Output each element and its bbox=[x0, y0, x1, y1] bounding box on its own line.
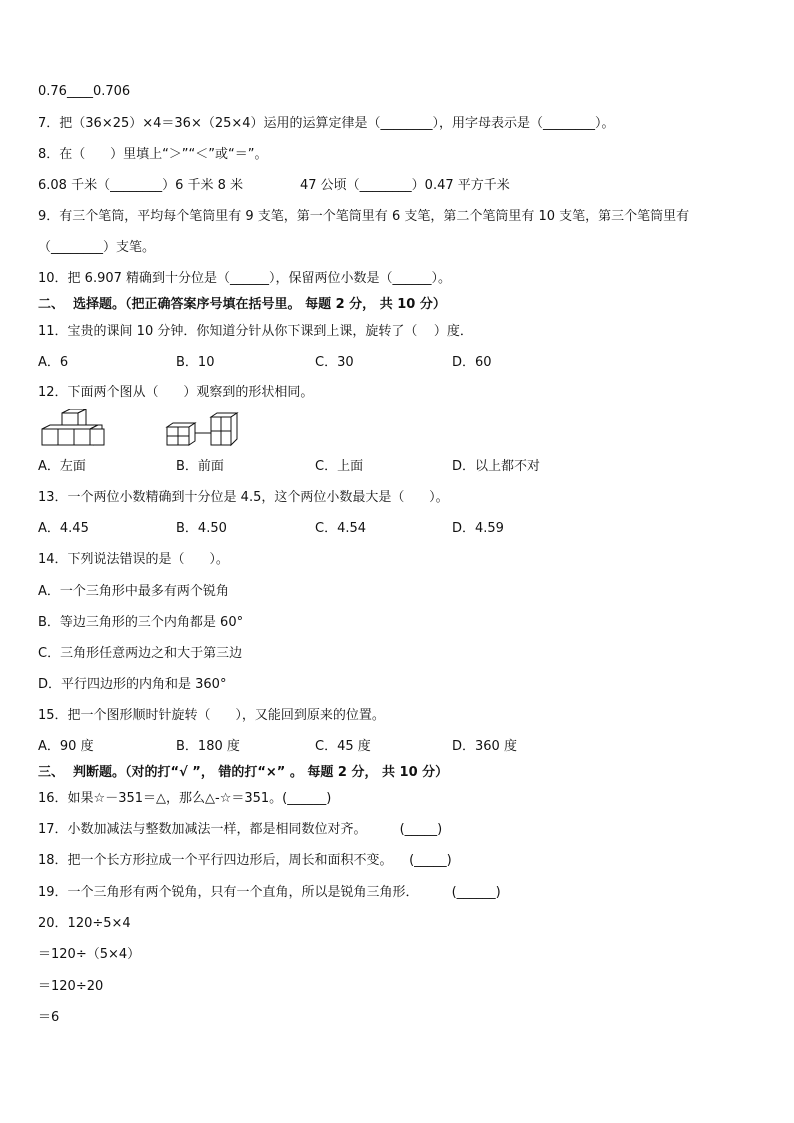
question-13-option-d: D．4.59 bbox=[452, 521, 504, 536]
question-18: 18．把一个长方形拉成一个平行四边形后，周长和面积不变。 (_____) bbox=[38, 853, 452, 868]
question-12-option-c: C．上面 bbox=[315, 459, 364, 474]
question-14-option-b: B．等边三角形的三个内角都是 60° bbox=[38, 615, 244, 630]
cube-figure-two bbox=[165, 409, 241, 449]
compare-item-text: 0.76____0.706 bbox=[38, 84, 131, 99]
question-15-option-d: D．360 度 bbox=[452, 739, 517, 754]
question-11-option-b: B．10 bbox=[176, 355, 215, 370]
question-14-option-a: A．一个三角形中最多有两个锐角 bbox=[38, 584, 229, 599]
question-13-option-b: B．4.50 bbox=[176, 521, 227, 536]
question-12-option-d: D．以上都不对 bbox=[452, 459, 541, 474]
question-20: 20．120÷5×4 bbox=[38, 916, 131, 931]
question-15-option-a: A．90 度 bbox=[38, 739, 94, 754]
question-13-option-a: A．4.45 bbox=[38, 521, 89, 536]
question-11: 11．宝贵的课间 10 分钟．你知道分针从你下课到上课，旋转了（ ）度． bbox=[38, 324, 473, 339]
question-15-option-b: B．180 度 bbox=[176, 739, 240, 754]
question-15: 15．把一个图形顺时针旋转（ ），又能回到原来的位置。 bbox=[38, 708, 385, 723]
question-11-option-d: D．60 bbox=[452, 355, 492, 370]
question-9: 9．有三个笔筒，平均每个笔筒里有 9 支笔，第一个笔筒里有 6 支笔，第二个笔筒里有 10 支笔，第三个笔筒里有 bbox=[38, 209, 690, 224]
question-7: 7．把（36×25）×4＝36×（25×4）运用的运算定律是（________），用字母表示是（________）。 bbox=[38, 116, 615, 131]
question-19: 19．一个三角形有两个锐角，只有一个直角，所以是锐角三角形． (______) bbox=[38, 885, 501, 900]
question-15-option-c: C．45 度 bbox=[315, 739, 371, 754]
section-2-heading: 二、 选择题。（把正确答案序号填在括号里。 每题 2 分， 共 10 分） bbox=[38, 297, 446, 312]
question-8: 8．在（ ）里填上“＞”“＜”或“＝”。 bbox=[38, 147, 268, 162]
question-13: 13．一个两位小数精确到十分位是 4.5，这个两位小数最大是（ ）。 bbox=[38, 490, 449, 505]
question-14-option-c: C．三角形任意两边之和大于第三边 bbox=[38, 646, 243, 661]
question-12-option-a: A．左面 bbox=[38, 459, 86, 474]
question-17: 17．小数加减法与整数加减法一样，都是相同数位对齐。 (_____) bbox=[38, 822, 443, 837]
question-16: 16．如果☆－351＝△，那么△-☆＝351。(______) bbox=[38, 791, 332, 806]
question-8-item-a: 6.08 千米（________）6 千米 8 米 bbox=[38, 178, 244, 193]
question-9-continued: （________）支笔。 bbox=[38, 240, 156, 255]
question-11-option-c: C．30 bbox=[315, 355, 354, 370]
question-10: 10．把 6.907 精确到十分位是（______），保留两位小数是（______）。 bbox=[38, 271, 452, 286]
question-20-step-3: ＝6 bbox=[38, 1010, 60, 1025]
question-20-step-2: ＝120÷20 bbox=[38, 979, 104, 994]
question-12-option-b: B．前面 bbox=[176, 459, 224, 474]
question-13-option-c: C．4.54 bbox=[315, 521, 367, 536]
cube-figure-one bbox=[38, 409, 110, 449]
question-14: 14．下列说法错误的是（ ）。 bbox=[38, 552, 229, 567]
question-11-option-a: A．6 bbox=[38, 355, 69, 370]
question-20-step-1: ＝120÷（5×4） bbox=[38, 947, 141, 962]
question-12: 12．下面两个图从（ ）观察到的形状相同。 bbox=[38, 385, 314, 400]
question-14-option-d: D．平行四边形的内角和是 360° bbox=[38, 677, 227, 692]
question-8-item-b: 47 公顷（________）0.47 平方千米 bbox=[300, 178, 510, 193]
section-3-heading: 三、 判断题。（对的打“√ ”， 错的打“×” 。 每题 2 分， 共 10 分） bbox=[38, 765, 449, 780]
